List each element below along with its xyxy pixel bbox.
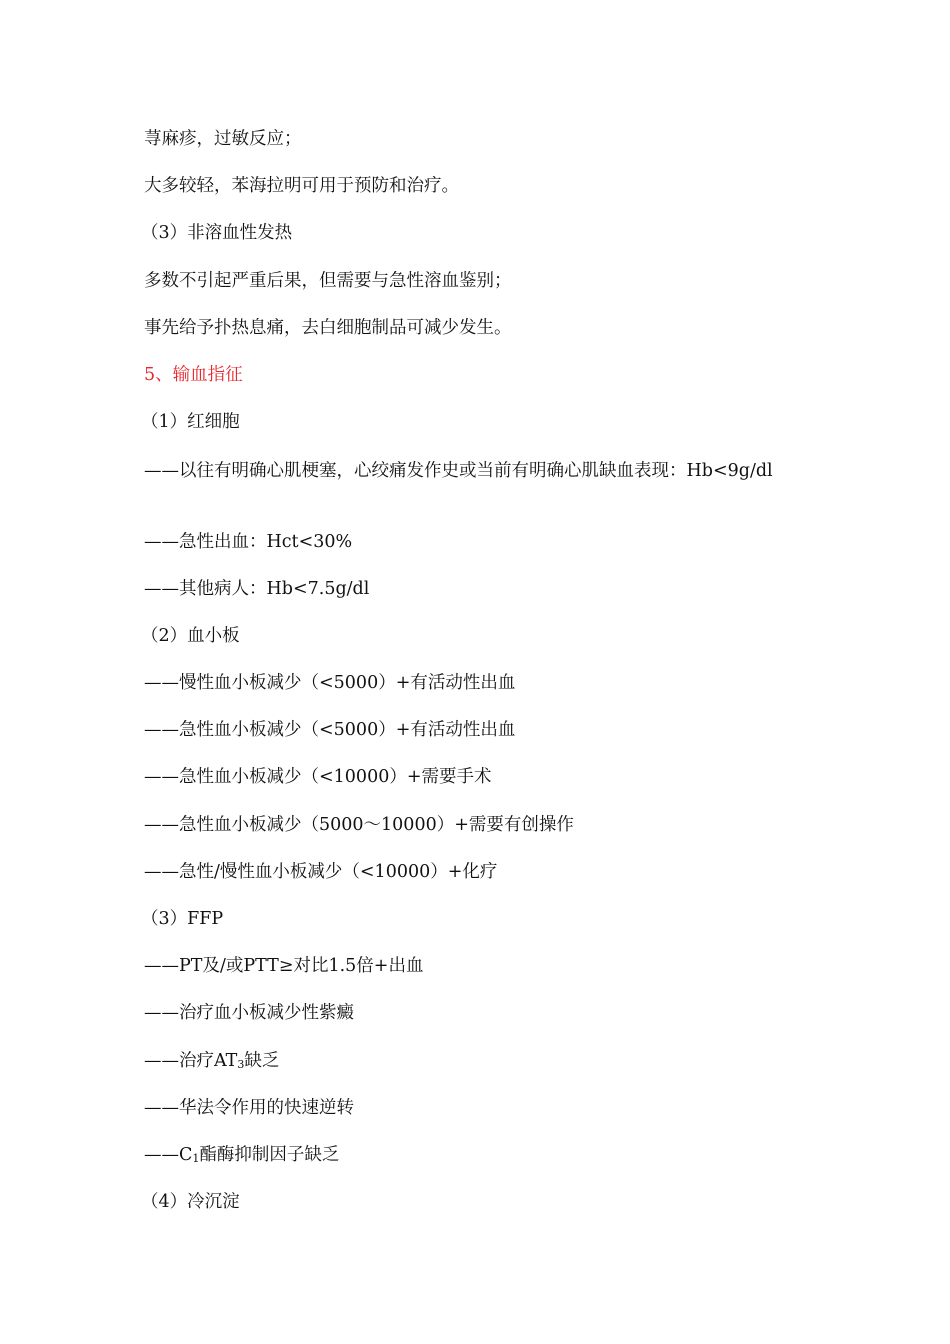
list-item-ffp-5 xyxy=(144,1144,824,1166)
list-item-ffp-4: ——华法令作用的快速逆转 xyxy=(144,1098,354,1118)
ffp-3-text: ——治疗AT xyxy=(144,1051,238,1071)
list-item-rbc-1: ——以往有明确心肌梗塞，心绞痛发作史或当前有明确心肌缺血表现：Hb<9g/dl xyxy=(144,461,773,481)
list-item-plt-1: ——慢性血小板减少（<5000）+有活动性出血 xyxy=(144,673,516,693)
list-item-plt-5: ——急性/慢性血小板减少（<10000）+化疗 xyxy=(144,862,498,882)
list-item-plt-3: ——急性血小板减少（<10000）+需要手术 xyxy=(144,767,492,787)
subheading-ffp: （3）FFP xyxy=(141,909,224,929)
ffp-3-subscript: 3 xyxy=(237,1058,245,1071)
subheading-platelets: （2）血小板 xyxy=(141,626,240,646)
subheading-non-hemolytic-fever: （3）非溶血性发热 xyxy=(141,223,293,243)
subheading-rbc: （1）红细胞 xyxy=(141,412,240,432)
list-item-ffp-2: ——治疗血小板减少性紫癜 xyxy=(144,1003,354,1023)
section-heading-transfusion-indications: 5、输血指征 xyxy=(144,365,243,385)
list-item-plt-2: ——急性血小板减少（<5000）+有活动性出血 xyxy=(144,720,516,740)
list-item-rbc-2: ——急性出血：Hct<30% xyxy=(144,532,353,552)
list-item-ffp-1: ——PT及/或PTT≥对比1.5倍+出血 xyxy=(144,956,424,976)
ffp-5-text: ——C xyxy=(144,1145,193,1165)
ffp-5-subscript: 1 xyxy=(192,1152,200,1165)
list-item-plt-4: ——急性血小板减少（5000～10000）+需要有创操作 xyxy=(144,815,574,835)
list-item-ffp-3 xyxy=(144,1050,824,1072)
ffp-3-text-end: 缺乏 xyxy=(244,1051,280,1071)
paragraph-mild-treatment: 大多较轻，苯海拉明可用于预防和治疗。 xyxy=(144,176,459,196)
paragraph-prevention: 事先给予扑热息痛，去白细胞制品可减少发生。 xyxy=(144,318,512,338)
list-item-rbc-3: ——其他病人：Hb<7.5g/dl xyxy=(144,579,370,599)
ffp-5-text-end: 酯酶抑制因子缺乏 xyxy=(199,1145,340,1165)
paragraph-urticaria: 荨麻疹，过敏反应； xyxy=(144,129,302,149)
subheading-cryoprecipitate: （4）冷沉淀 xyxy=(141,1192,240,1212)
paragraph-differential: 多数不引起严重后果，但需要与急性溶血鉴别； xyxy=(144,271,512,291)
